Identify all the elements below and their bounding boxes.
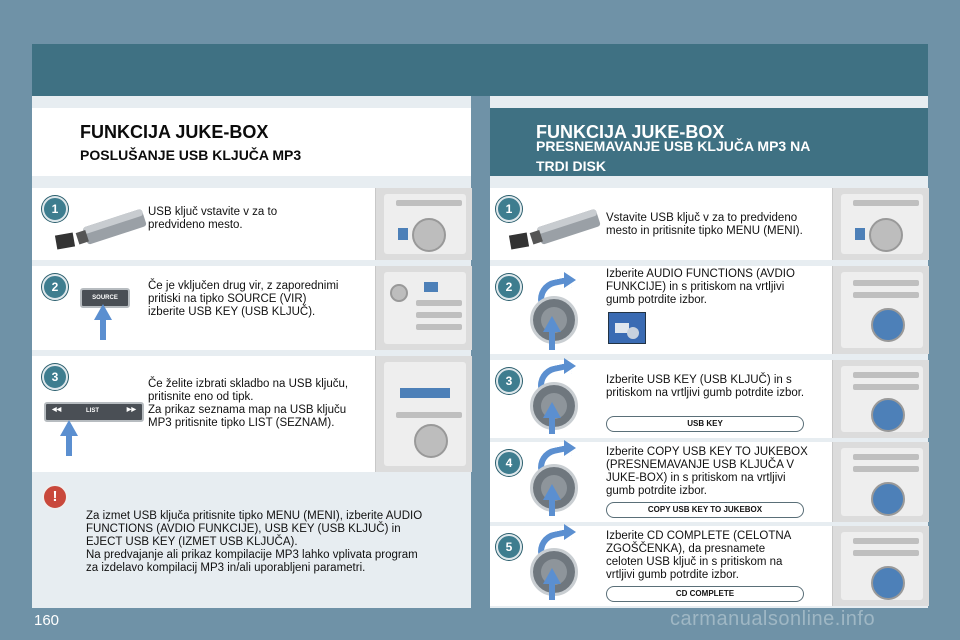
- press-arrow: [100, 318, 106, 340]
- warning-icon: !: [42, 484, 68, 510]
- right-step-4: [490, 442, 928, 522]
- list-button-bar[interactable]: [44, 402, 144, 422]
- step-text: Izberite CD COMPLETE (CELOTNA ZGOŠČENKA), da presnamete celoten USB ključ in s pritiskom na vrtljivi gumb potrdite izbor.: [606, 530, 792, 581]
- rotate-arrow-head: [564, 440, 576, 456]
- right-step-2: [490, 266, 928, 354]
- step-number-badge: 4: [496, 450, 522, 476]
- radio-panel-image: [375, 266, 472, 350]
- step-number-badge: 1: [496, 196, 522, 222]
- left-title: FUNKCIJA JUKE-BOX: [80, 122, 269, 142]
- step-number-badge: 3: [496, 368, 522, 394]
- rotate-arrow-head: [564, 358, 576, 374]
- left-title-box: [32, 108, 471, 176]
- menu-option-copy-usb-key[interactable]: COPY USB KEY TO JUKEBOX: [606, 502, 804, 518]
- radio-panel-image: [832, 188, 929, 260]
- step-number-badge: 1: [42, 196, 68, 222]
- step-text: Izberite COPY USB KEY TO JUKEBOX (PRESNEMAVANJE USB KLJUČA V JUKE-BOX) in s pritiskom na vrtljivi gumb potrdite izbor.: [606, 446, 808, 497]
- step-text: Izberite AUDIO FUNCTIONS (AVDIO FUNKCIJE) in s pritiskom na vrtljivi gumb potrdite izbor.: [606, 268, 795, 306]
- step-number-badge: 2: [42, 274, 68, 300]
- page-number: 160: [34, 612, 60, 629]
- press-arrow-head: [60, 420, 78, 436]
- radio-panel-image: [832, 442, 929, 522]
- step-number-badge: 3: [42, 364, 68, 390]
- rotate-arrow-head: [564, 272, 576, 288]
- next-icon[interactable]: ▶▶: [126, 407, 136, 413]
- note-text: Za izmet USB ključa pritisnite tipko MENU (MENI), izberite AUDIO FUNCTIONS (AVDIO FUNKCIJE), USB KEY (USB KLJUČ) in EJECT USB KEY (IZMET USB KLJUČA). Na predvajanje ali prikaz kompilacije MP3 lahko vplivata program za izdelavo kompilacij MP3 in/ali uporabljeni parametri.: [86, 510, 423, 574]
- step-text: Vstavite USB ključ v za to predvideno mesto in pritisnite tipko MENU (MENI).: [606, 212, 803, 237]
- right-step-3: [490, 360, 928, 438]
- right-subtitle: PRESNEMAVANJE USB KLJUČA MP3 NA TRDI DISK: [536, 138, 811, 174]
- left-step-1: [32, 188, 471, 260]
- step-text: Izberite USB KEY (USB KLJUČ) in s pritiskom na vrtljivi gumb potrdite izbor.: [606, 374, 805, 399]
- radio-panel-image: [375, 356, 472, 472]
- watermark: carmanualsonline.info: [670, 608, 876, 630]
- radio-panel-image: [375, 188, 472, 260]
- previous-icon[interactable]: ◀◀: [52, 407, 62, 413]
- usb-key-icon: [54, 204, 154, 252]
- step-text: Če je vključen drug vir, z zaporednimi pritiski na tipko SOURCE (VIR) izberite USB KEY (USB KLJUČ).: [148, 280, 339, 318]
- right-title-box: [490, 108, 928, 176]
- radio-panel-image: [832, 526, 929, 606]
- press-arrow-head: [94, 304, 112, 320]
- audio-functions-icon: [608, 312, 646, 344]
- press-arrow-head: [543, 484, 561, 500]
- radio-panel-image: [832, 266, 929, 354]
- rotate-arrow-head: [564, 524, 576, 540]
- usb-key-icon: [508, 204, 608, 252]
- press-arrow-head: [543, 316, 561, 332]
- menu-option-usb-key[interactable]: USB KEY: [606, 416, 804, 432]
- press-arrow-head: [543, 402, 561, 418]
- step-text: Če želite izbrati skladbo na USB ključu, pritisnite eno od tipk. Za prikaz seznama map na USB ključu MP3 pritisnite tipko LIST (SEZNAM).: [148, 378, 349, 429]
- menu-option-cd-complete[interactable]: CD COMPLETE: [606, 586, 804, 602]
- header-band: [32, 44, 928, 96]
- right-step-5: [490, 526, 928, 606]
- step-number-badge: 2: [496, 274, 522, 300]
- right-step-1: [490, 188, 928, 260]
- step-text: USB ključ vstavite v za to predvideno mesto.: [148, 206, 278, 231]
- radio-panel-image: [832, 360, 929, 438]
- press-arrow: [66, 434, 72, 456]
- press-arrow-head: [543, 568, 561, 584]
- left-step-3: [32, 356, 471, 472]
- step-number-badge: 5: [496, 534, 522, 560]
- source-button[interactable]: SOURCE: [80, 288, 130, 308]
- list-button[interactable]: LIST: [86, 408, 99, 414]
- left-step-2: [32, 266, 471, 350]
- left-subtitle: POSLUŠANJE USB KLJUČA MP3: [80, 147, 302, 163]
- right-title: FUNKCIJA JUKE-BOX: [536, 122, 725, 142]
